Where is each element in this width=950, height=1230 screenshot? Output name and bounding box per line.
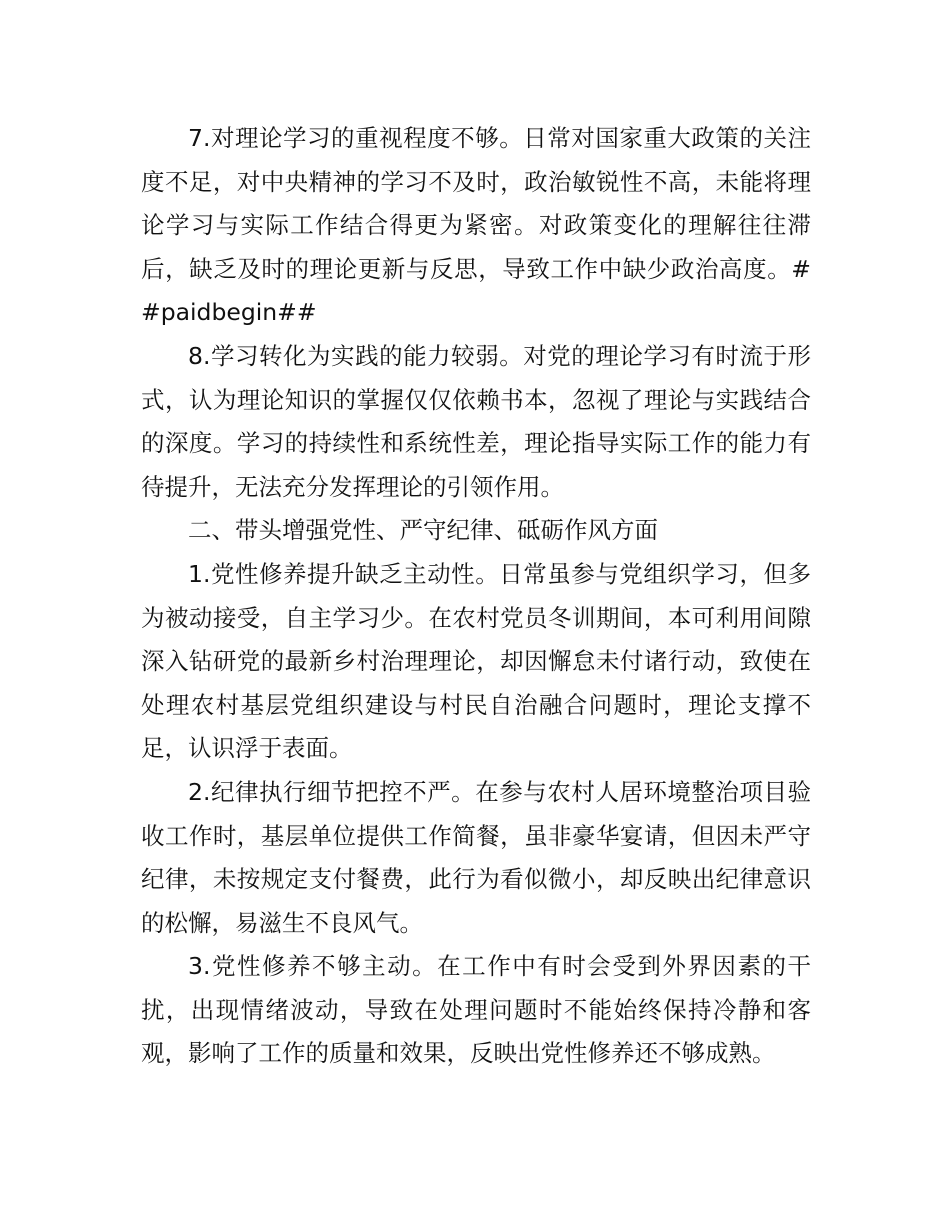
- paragraph-party-cultivation-maturity: 3.党性修养不够主动。在工作中有时会受到外界因素的干扰，出现情绪波动，导致在处理问题时不能始终保持冷静和客观，影响了工作的质量和效果，反映出党性修养还不够成熟。: [141, 952, 811, 1068]
- paragraph-party-cultivation-initiative: 1.党性修养提升缺乏主动性。日常虽参与党组织学习，但多为被动接受，自主学习少。在农村党员冬训期间，本可利用间隙深入钻研党的最新乡村治理理论，却因懈怠未付诸行动，致使在处理农村基层党组织建设与村民自治融合问题时，理论支撑不足，认识浮于表面。: [141, 559, 811, 763]
- section-heading-party-discipline: 二、带头增强党性、严守纪律、砥砺作风方面: [188, 516, 658, 545]
- paragraph-theory-attention: 7.对理论学习的重视程度不够。日常对国家重大政策的关注度不足，对中央精神的学习不及时，政治敏锐性不高，未能将理论学习与实际工作结合得更为紧密。对政策变化的理解往往滞后，缺乏及时的理论更新与反思，导致工作中缺少政治高度。##paidbegin##: [141, 124, 811, 327]
- document-body: [141, 117, 811, 1076]
- paragraph-discipline-execution: 2.纪律执行细节把控不严。在参与农村人居环境整治项目验收工作时，基层单位提供工作简餐，虽非豪华宴请，但因未严守纪律，未按规定支付餐费，此行为看似微小，却反映出纪律意识的松懈，易滋生不良风气。: [141, 777, 811, 937]
- paragraph-theory-practice: 8.学习转化为实践的能力较弱。对党的理论学习有时流于形式，认为理论知识的掌握仅仅依赖书本，忽视了理论与实践结合的深度。学习的持续性和系统性差，理论指导实际工作的能力有待提升，无法充分发挥理论的引领作用。: [141, 341, 811, 501]
